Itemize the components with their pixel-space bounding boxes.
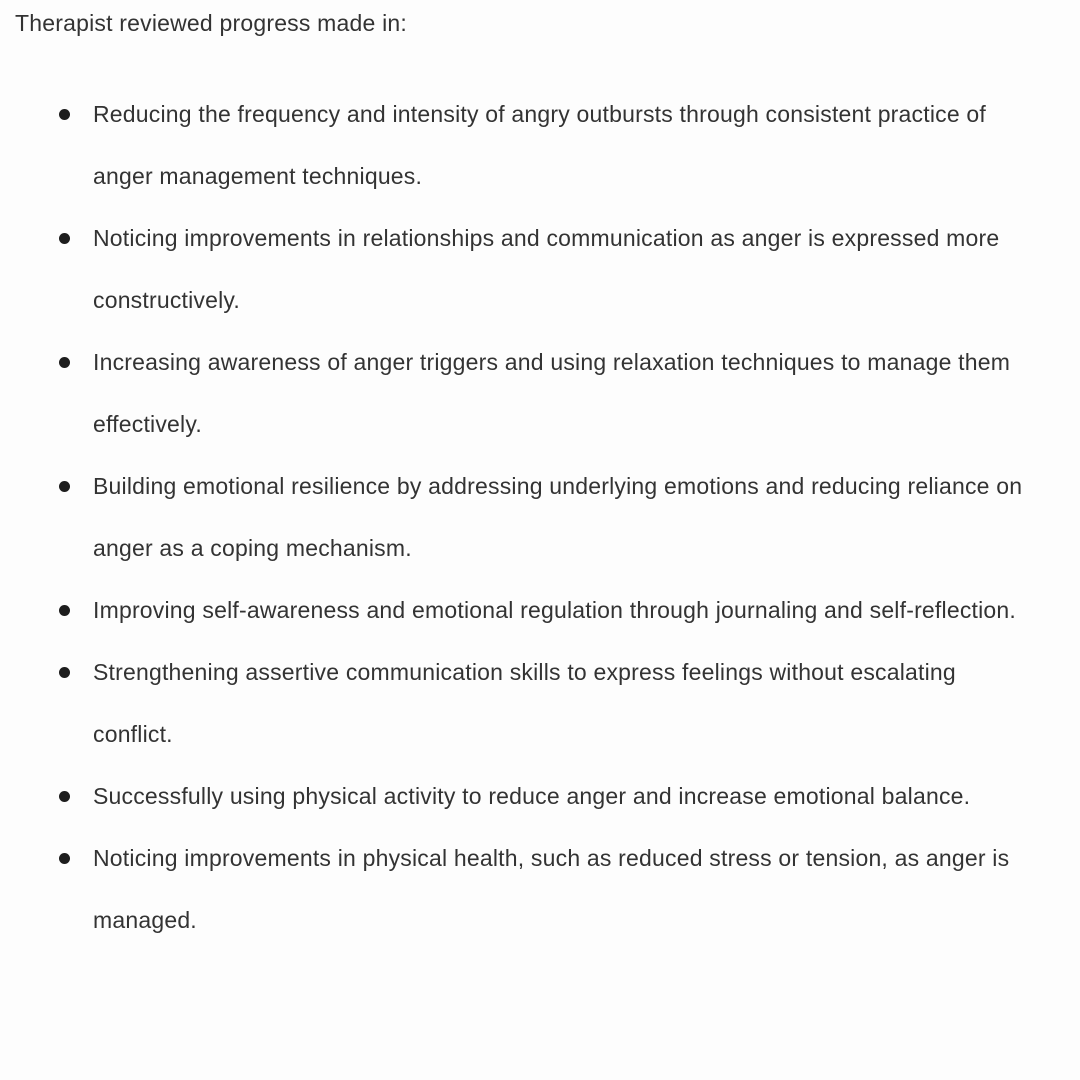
- list-item: Noticing improvements in physical health, such as reduced stress or tension, as anger is managed.: [93, 827, 1036, 951]
- list-item: Improving self-awareness and emotional regulation through journaling and self-reflection.: [93, 579, 1036, 641]
- document-page: [0, 8, 1080, 1080]
- list-item: Strengthening assertive communication skills to express feelings without escalating conflict.: [93, 641, 1036, 765]
- list-item: Building emotional resilience by addressing underlying emotions and reducing reliance on anger as a coping mechanism.: [93, 455, 1036, 579]
- list-item: Successfully using physical activity to reduce anger and increase emotional balance.: [93, 765, 1036, 827]
- bullet-list: [0, 83, 1036, 951]
- page-title: Therapist reviewed progress made in:: [15, 10, 407, 36]
- list-item: Reducing the frequency and intensity of angry outbursts through consistent practice of anger management techniques.: [93, 83, 1036, 207]
- list-item: Noticing improvements in relationships and communication as anger is expressed more constructively.: [93, 207, 1036, 331]
- list-item: Increasing awareness of anger triggers and using relaxation techniques to manage them effectively.: [93, 331, 1036, 455]
